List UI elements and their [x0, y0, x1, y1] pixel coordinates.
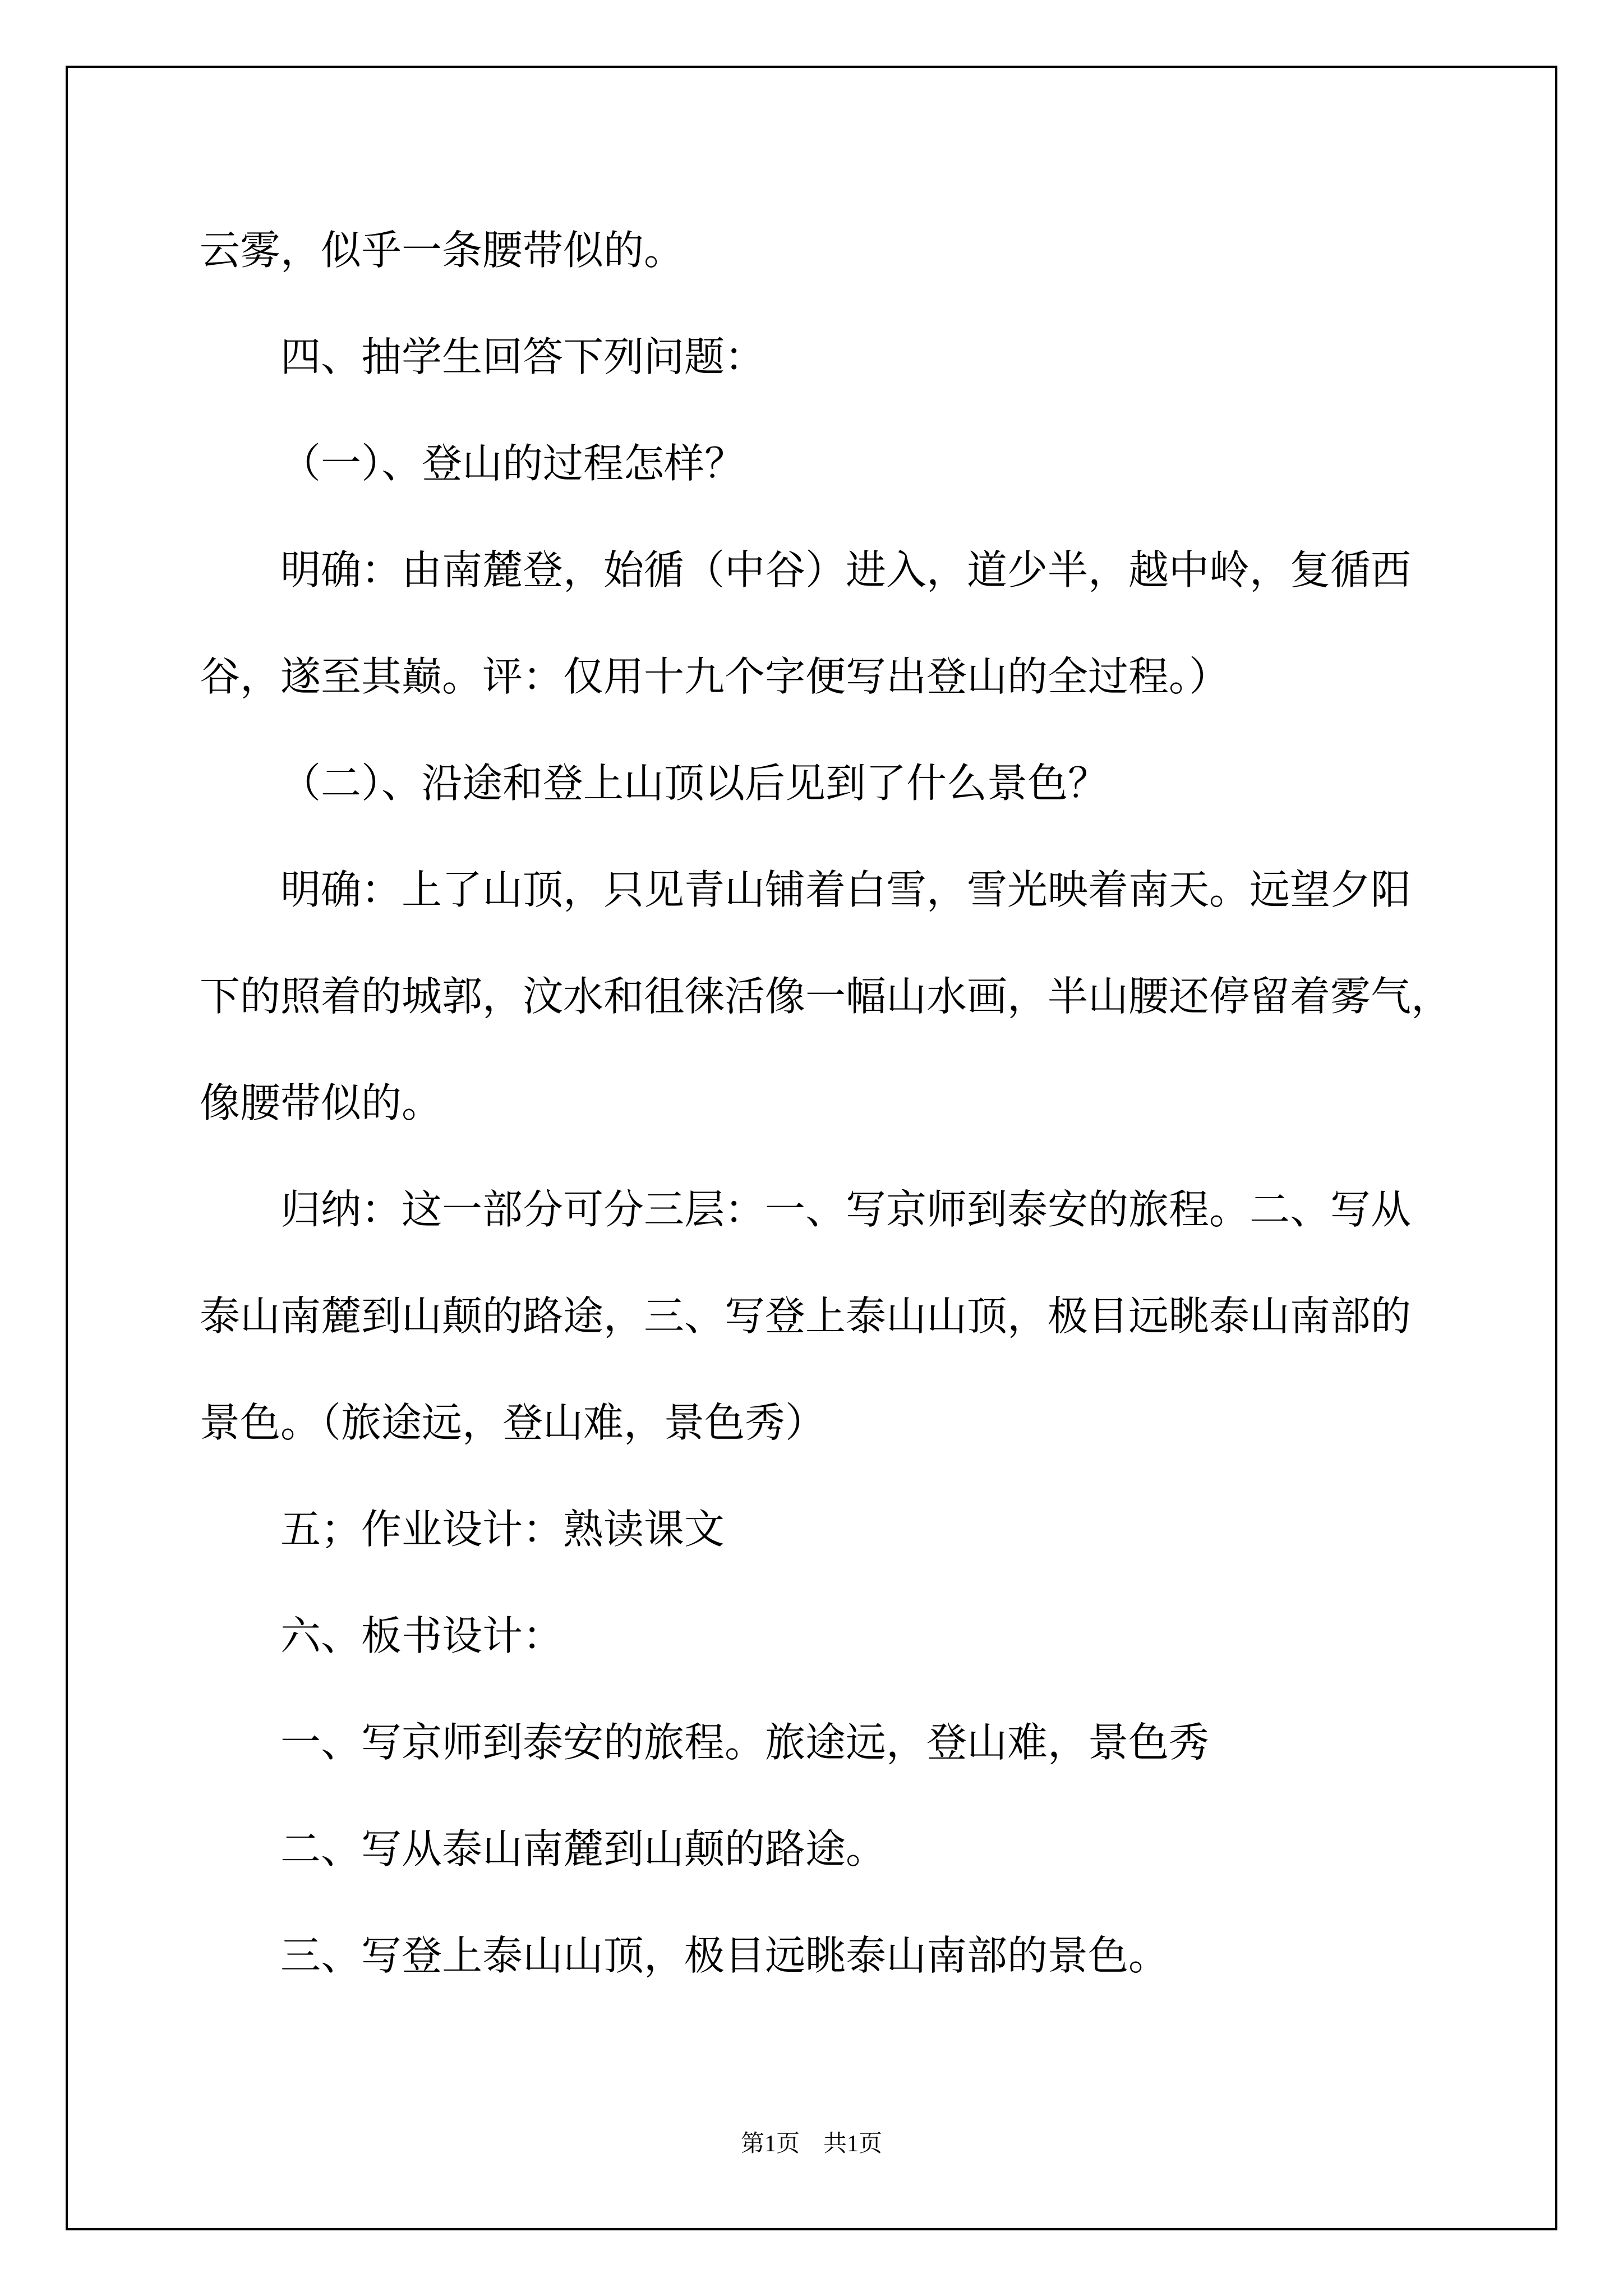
text-line: 明确：由南麓登，始循（中谷）进入，道少半，越中岭，复循西: [280, 548, 1412, 593]
text-line: 归纳：这一部分可分三层：一、写京师到泰安的旅程。二、写从: [280, 1188, 1412, 1232]
document-text-block: [200, 197, 1456, 2009]
text-line: 三、写登上泰山山顶，极目远眺泰山南部的景色。: [280, 1934, 1169, 1978]
text-line: 谷，遂至其巅。评：仅用十九个字便写出登山的全过程。）: [200, 655, 1230, 700]
text-line: （一）、登山的过程怎样？: [280, 441, 745, 486]
text-line: 五；作业设计：熟读课文: [280, 1507, 725, 1552]
page-number-footer: 第1页 共1页: [740, 2131, 882, 2157]
text-line: 明确：上了山顶，只见青山铺着白雪，雪光映着南天。远望夕阳: [280, 868, 1412, 913]
text-line: 一、写京师到泰安的旅程。旅途远，登山难，景色秀: [280, 1720, 1210, 1765]
text-line: 泰山南麓到山颠的路途，三、写登上泰山山顶，极目远眺泰山南部的: [200, 1294, 1412, 1339]
text-line: 下的照着的城郭，汶水和徂徕活像一幅山水画，半山腰还停留着雾气，: [200, 974, 1452, 1019]
text-line: 景色。（旅途远，登山难，景色秀）: [200, 1401, 826, 1446]
text-line: 云雾，似乎一条腰带似的。: [200, 228, 685, 273]
text-line: 二、写从泰山南麓到山颠的路途。: [280, 1827, 887, 1872]
text-line: （二）、沿途和登上山顶以后见到了什么景色？: [280, 761, 1109, 806]
text-line: 六、板书设计：: [280, 1614, 564, 1659]
text-line: 四、抽学生回答下列问题：: [280, 335, 766, 380]
text-line: 像腰带似的。: [200, 1081, 442, 1126]
